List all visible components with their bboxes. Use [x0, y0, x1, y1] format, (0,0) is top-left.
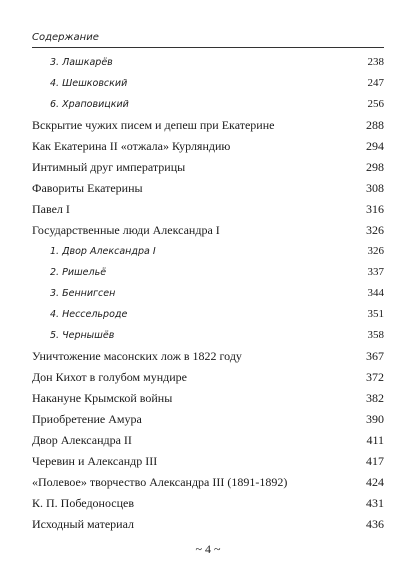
- toc-entry-page: 247: [367, 77, 384, 89]
- toc-entry: [32, 157, 384, 178]
- toc-entry-title: Уничтожение масонских лож в 1822 году: [32, 349, 242, 363]
- toc-entry-page: 382: [366, 391, 384, 405]
- toc-entry-title: Двор Александра II: [32, 433, 132, 447]
- toc-entry-title: Приобретение Амура: [32, 412, 142, 426]
- toc-entry-title: Дон Кихот в голубом мундире: [32, 370, 187, 384]
- toc-entry-title: Павел I: [32, 202, 70, 216]
- toc-entry: [32, 199, 384, 220]
- toc-entry: [32, 304, 384, 325]
- toc-entry-page: 367: [366, 349, 384, 363]
- toc-entry-page: 431: [366, 496, 384, 510]
- toc-entry: [32, 94, 384, 115]
- toc-entry-page: 298: [366, 160, 384, 174]
- toc-entry-page: 294: [366, 139, 384, 153]
- toc-entry-page: 326: [366, 223, 384, 237]
- toc-entry: [32, 283, 384, 304]
- toc-entry-title: Фавориты Екатерины: [32, 181, 143, 195]
- toc-entry-page: 390: [366, 412, 384, 426]
- toc-entry-title: К. П. Победоносцев: [32, 496, 135, 510]
- toc-entry: [32, 136, 384, 157]
- page-number: ~ 4 ~: [195, 542, 221, 556]
- toc-entry: [32, 262, 384, 283]
- toc-entry-page: 411: [366, 433, 384, 447]
- toc-entry-title: 2. Ришельё: [50, 267, 107, 278]
- running-header: Содержание: [32, 32, 99, 43]
- toc-entry-page: 337: [367, 266, 384, 278]
- toc-entry-title: 6. Храповицкий: [50, 99, 129, 110]
- toc-entry-page: 417: [366, 454, 384, 468]
- toc-entry-title: Черевин и Александр III: [32, 454, 158, 468]
- toc-entry-title: Вскрытие чужих писем и депеш при Екатерине: [32, 118, 275, 132]
- toc-entry-page: 316: [366, 202, 384, 216]
- toc-entry: [32, 178, 384, 199]
- toc-entry: [32, 325, 384, 346]
- toc-entry-title: 5. Чернышёв: [50, 330, 115, 341]
- toc-entry-page: 326: [367, 245, 384, 257]
- toc-entry: [32, 472, 384, 493]
- toc-entry-title: Государственные люди Александра I: [32, 223, 220, 237]
- toc-entry: [32, 346, 384, 367]
- toc-entry-title: Исходный материал: [32, 517, 134, 531]
- toc-entry-title: Интимный друг императрицы: [32, 160, 186, 174]
- toc-entry: [32, 367, 384, 388]
- toc-entry: [32, 514, 384, 535]
- toc-entry-title: 3. Лашкарёв: [50, 57, 113, 68]
- toc-entry: [32, 409, 384, 430]
- toc-entry: [32, 220, 384, 241]
- toc-entry-title: 4. Нессельроде: [50, 309, 128, 320]
- toc-entry-title: Как Екатерина II «отжала» Курляндию: [32, 139, 231, 153]
- toc-entry-title: 4. Шешковский: [50, 78, 128, 89]
- toc-entry-page: 358: [367, 329, 384, 341]
- toc-entry-page: 238: [367, 56, 384, 68]
- toc-entry: [32, 52, 384, 73]
- toc-entry: [32, 241, 384, 262]
- toc-entry-page: 288: [366, 118, 384, 132]
- toc-entry-page: 308: [366, 181, 384, 195]
- table-of-contents: [32, 52, 384, 535]
- toc-entry-page: 351: [367, 308, 384, 320]
- toc-entry: [32, 430, 384, 451]
- toc-entry-title: Накануне Крымской войны: [32, 391, 173, 405]
- toc-entry-page: 344: [367, 287, 384, 299]
- toc-entry-page: 424: [366, 475, 384, 489]
- toc-entry-title: 3. Беннигсен: [50, 288, 116, 299]
- toc-entry: [32, 388, 384, 409]
- toc-entry: [32, 115, 384, 136]
- toc-entry: [32, 451, 384, 472]
- toc-entry-page: 372: [366, 370, 384, 384]
- toc-entry-title: 1. Двор Александра I: [50, 246, 156, 257]
- toc-entry: [32, 493, 384, 514]
- header-divider: [32, 47, 384, 48]
- toc-entry-title: «Полевое» творчество Александра III (1891-1892): [32, 475, 288, 489]
- toc-entry-page: 436: [366, 517, 384, 531]
- toc-entry-page: 256: [367, 98, 384, 110]
- toc-entry: [32, 73, 384, 94]
